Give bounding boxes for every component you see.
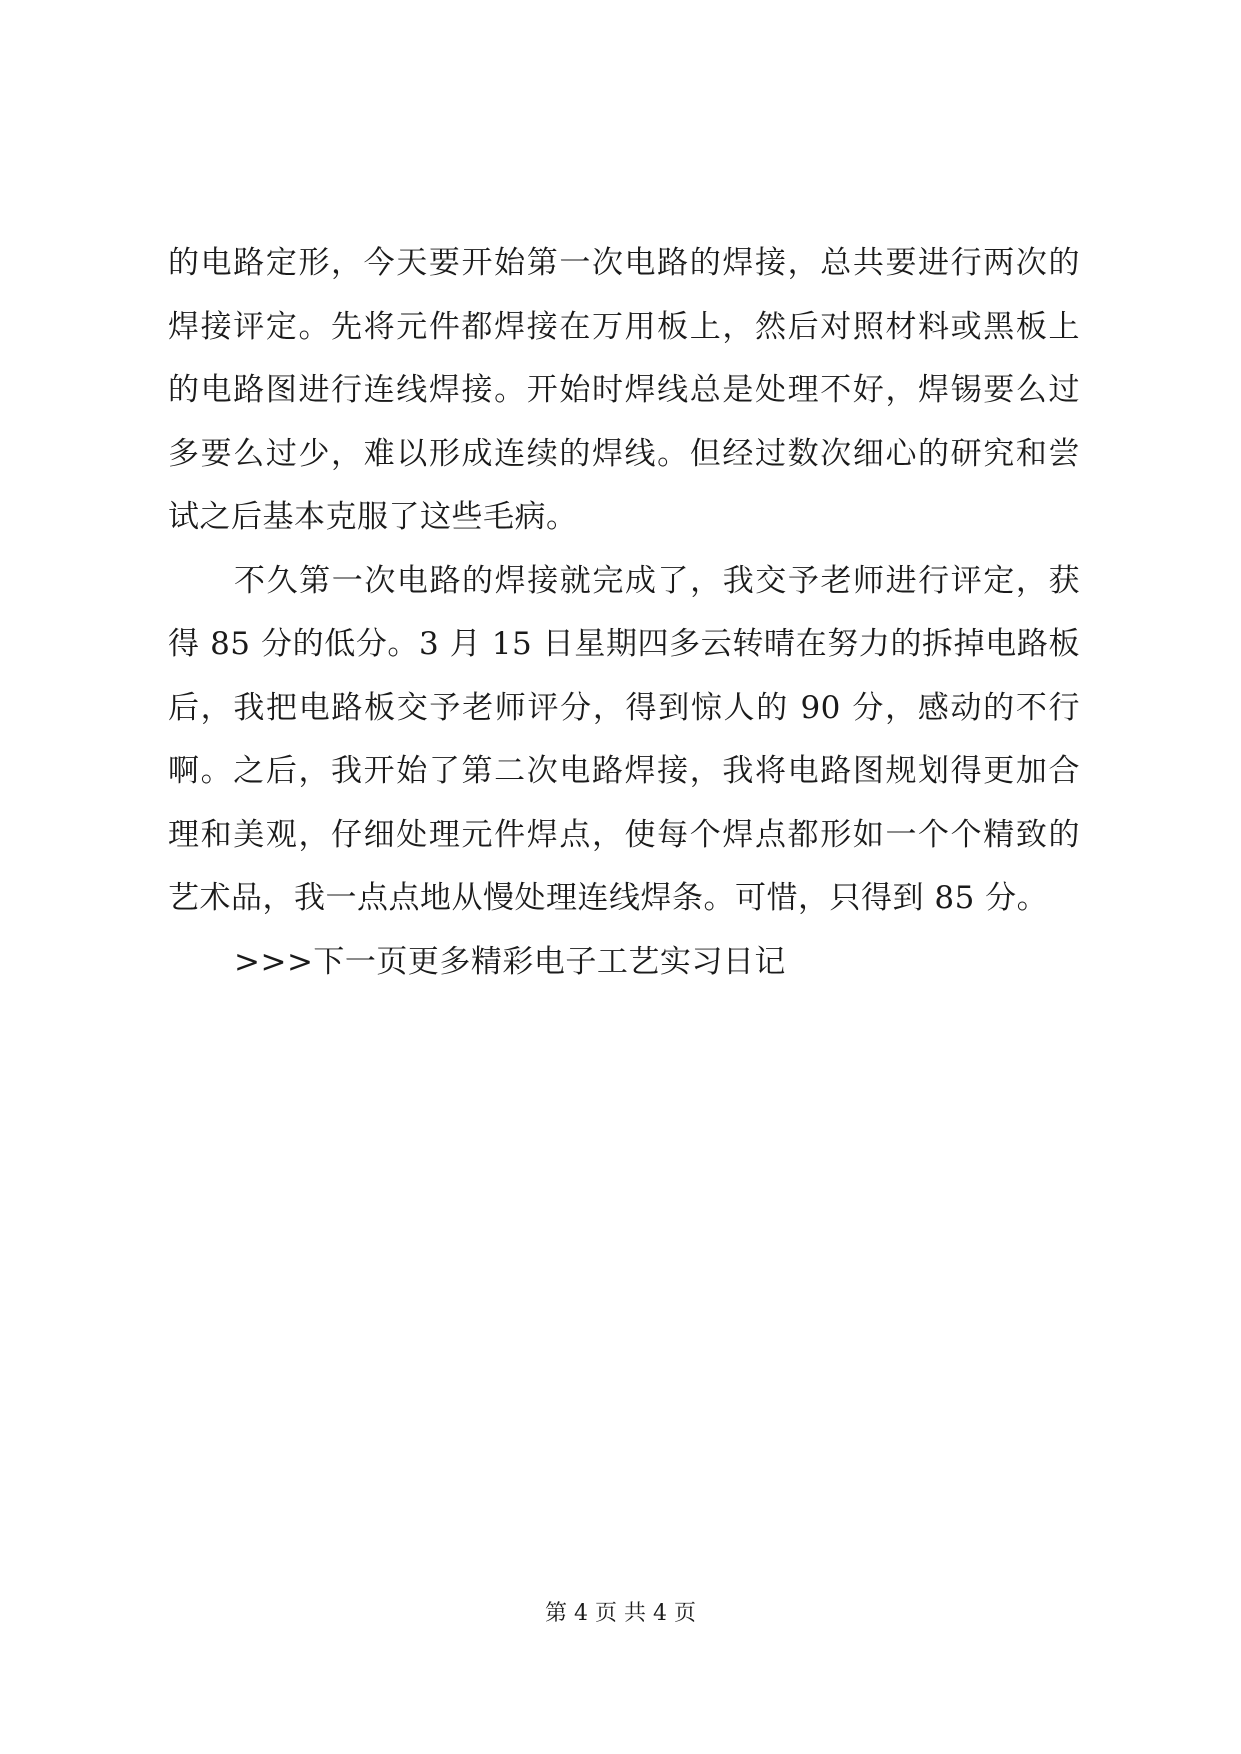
text-line: 理和美观，仔细处理元件焊点，使每个焊点都形如一个个精致的 [168, 816, 1080, 853]
text-line: 不久第一次电路的焊接就完成了，我交予老师进行评定，获 [234, 562, 1080, 599]
text-line: 焊接评定。先将元件都焊接在万用板上，然后对照材料或黑板上 [168, 308, 1080, 345]
text-line: 的电路图进行连线焊接。开始时焊线总是处理不好，焊锡要么过 [168, 372, 1080, 408]
text-line: 多要么过少，难以形成连续的焊线。但经过数次细心的研究和尝 [168, 435, 1080, 472]
body-text [168, 232, 1080, 994]
text-line: 的电路定形，今天要开始第一次电路的焊接，总共要进行两次的 [168, 245, 1080, 281]
text-line: 艺术品，我一点点地从慢处理连线焊条。可惜，只得到 85 分。 [168, 880, 1049, 916]
next-page-link[interactable]: >>>下一页更多精彩电子工艺实习日记 [234, 943, 786, 980]
page-number-footer: 第 4 页 共 4 页 [545, 1601, 696, 1626]
text-line: 啊。之后，我开始了第二次电路焊接，我将电路图规划得更加合 [168, 753, 1080, 789]
paragraph-2 [168, 550, 1080, 931]
text-line: 后，我把电路板交予老师评分，得到惊人的 90 分，感动的不行 [168, 689, 1080, 726]
text-line: 得 85 分的低分。3 月 15 日星期四多云转晴在努力的拆掉电路板 [168, 626, 1080, 662]
paragraph-1 [168, 232, 1080, 550]
text-line: 试之后基本克服了这些毛病。 [168, 499, 578, 535]
paragraph-3 [168, 931, 1080, 995]
